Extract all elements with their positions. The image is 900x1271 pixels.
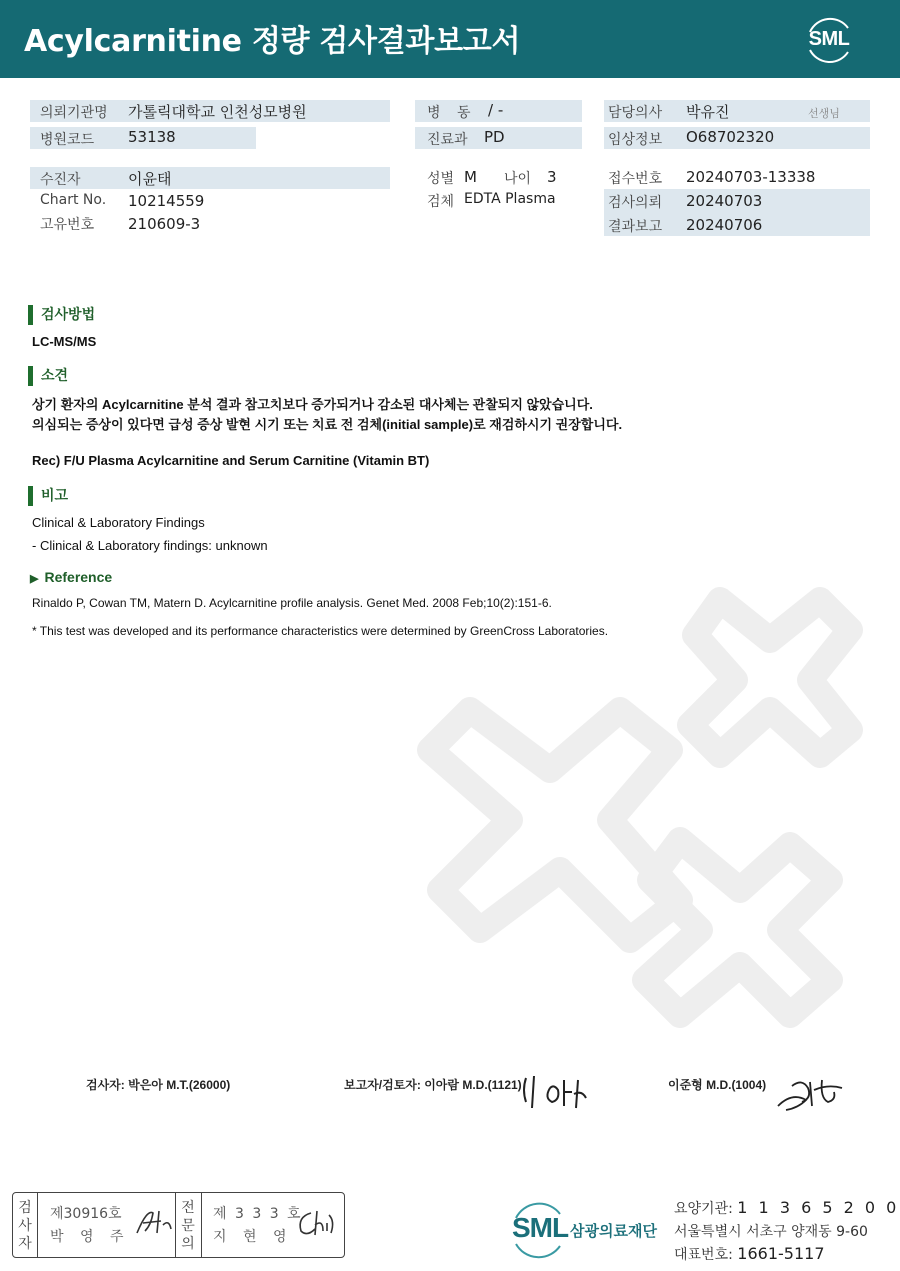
doctor-suffix: 선생님 xyxy=(808,107,840,120)
stamp-tester-title xyxy=(13,1193,37,1257)
remarks-line-2: - Clinical & Laboratory findings: unknown xyxy=(32,538,268,553)
director-handwritten-signature xyxy=(772,1072,846,1114)
request-date-label: 검사의뢰 xyxy=(608,195,663,211)
sex-value: M xyxy=(464,168,477,186)
specimen-value: EDTA Plasma xyxy=(464,191,556,207)
requesting-org-label: 의뢰기관명 xyxy=(40,105,108,121)
patient-label: 수진자 xyxy=(40,172,81,188)
opinion-line-1: 상기 환자의 Acylcarnitine 분석 결과 참고치보다 증가되거나 감소된 대사체는 관찰되지 않았습니다. xyxy=(32,397,593,412)
phone-label: 대표번호: xyxy=(674,1247,733,1263)
care-institution xyxy=(674,1198,899,1218)
reviewer-signature: 보고자/검토자: 이아람 M.D.(1121) xyxy=(344,1078,522,1092)
dept-value: PD xyxy=(484,128,505,146)
sex-label: 성별 xyxy=(427,171,455,187)
specimen-label: 검체 xyxy=(427,194,455,210)
report-title: Acylcarnitine 정량 검사결과보고서 xyxy=(24,24,521,59)
sml-logo-text: SML xyxy=(808,28,850,50)
reviewer-handwritten-signature xyxy=(520,1072,590,1112)
opinion-line-3: Rec) F/U Plasma Acylcarnitine and Serum Carnitine (Vitamin BT) xyxy=(32,453,430,468)
phone-value: 1661-5117 xyxy=(737,1244,825,1263)
reference-heading xyxy=(30,569,112,585)
reference-citation: Rinaldo P, Cowan TM, Matern D. Acylcarnitine profile analysis. Genet Med. 2008 Feb;10(2):151-6. xyxy=(32,596,552,610)
receipt-no-label: 접수번호 xyxy=(608,171,663,187)
stamp-specialist-no: 제 3 3 3 호 xyxy=(213,1206,303,1222)
specialist-stamp-signature xyxy=(293,1205,339,1239)
remarks-heading: 비고 xyxy=(28,486,68,506)
stamp-specialist-name: 지 현 영 xyxy=(213,1229,293,1245)
report-date-label: 결과보고 xyxy=(608,219,663,235)
license-stamp-box xyxy=(12,1192,345,1258)
stamp-tester-name: 박 영 주 xyxy=(50,1229,130,1245)
unique-no-value: 210609-3 xyxy=(128,215,201,233)
stamp-divider xyxy=(37,1193,38,1257)
hospital-code-value: 53138 xyxy=(128,128,176,146)
care-institution-no: 1 1 3 6 5 2 0 0 xyxy=(737,1198,900,1217)
stamp-divider xyxy=(201,1193,202,1257)
method-heading: 검사방법 xyxy=(28,305,95,325)
report-date-value: 20240706 xyxy=(686,216,763,234)
report-header xyxy=(0,0,900,78)
age-label: 나이 xyxy=(504,171,532,187)
unique-no-label: 고유번호 xyxy=(40,217,95,233)
foundation-sml-text: SML xyxy=(512,1212,569,1243)
doctor-value: 박유진 xyxy=(686,103,730,121)
dept-label: 진료과 xyxy=(427,132,468,148)
patient-value: 이윤태 xyxy=(128,170,172,188)
patient-row xyxy=(30,167,390,189)
requesting-org-value: 가톨릭대학교 인천성모병원 xyxy=(128,103,307,121)
chart-no-value: 10214559 xyxy=(128,192,205,210)
clinical-info-label: 임상정보 xyxy=(608,132,663,148)
opinion-heading: 소견 xyxy=(28,366,68,386)
reference-heading-label: Reference xyxy=(44,569,113,585)
remarks-line-1: Clinical & Laboratory Findings xyxy=(32,515,205,530)
chart-no-label: Chart No. xyxy=(40,192,107,208)
sml-logo xyxy=(802,12,856,66)
tester-signature: 검사자: 박은아 M.T.(26000) xyxy=(86,1078,231,1092)
director-signature: 이준형 M.D.(1004) xyxy=(668,1078,767,1092)
tester-stamp-signature xyxy=(133,1205,175,1239)
stamp-tester-no: 제30916호 xyxy=(50,1206,122,1222)
hospital-code-label: 병원코드 xyxy=(40,132,95,148)
receipt-no-value: 20240703-13338 xyxy=(686,168,816,186)
ward-value: / - xyxy=(488,101,504,119)
triangle-right-icon: ▶ xyxy=(30,573,39,585)
foundation-logo xyxy=(508,1200,668,1260)
watermark-cross-icon xyxy=(350,540,900,1060)
ward-label: 병 동 xyxy=(427,105,477,121)
clinical-info-value: O68702320 xyxy=(686,128,775,146)
request-date-value: 20240703 xyxy=(686,192,763,210)
footer-address: 서울특별시 서초구 양재동 9-60 xyxy=(674,1224,868,1240)
doctor-label: 담당의사 xyxy=(608,105,663,121)
reference-note: * This test was developed and its performance characteristics were determined by GreenCross Laboratories. xyxy=(32,624,609,638)
foundation-name: 삼광의료재단 xyxy=(570,1222,657,1240)
care-institution-label: 요양기관: xyxy=(674,1201,733,1217)
stamp-tester-title-text: 검사자 xyxy=(18,1200,32,1252)
stamp-specialist-title-text: 전문의 xyxy=(181,1200,195,1252)
method-text: LC-MS/MS xyxy=(32,334,97,349)
age-value: 3 xyxy=(547,168,557,186)
stamp-specialist-title xyxy=(176,1193,200,1257)
footer-phone xyxy=(674,1244,825,1264)
opinion-line-2: 의심되는 증상이 있다면 급성 증상 발현 시기 또는 치료 전 검체(initial sample)로 재검하시기 권장합니다. xyxy=(32,417,623,432)
